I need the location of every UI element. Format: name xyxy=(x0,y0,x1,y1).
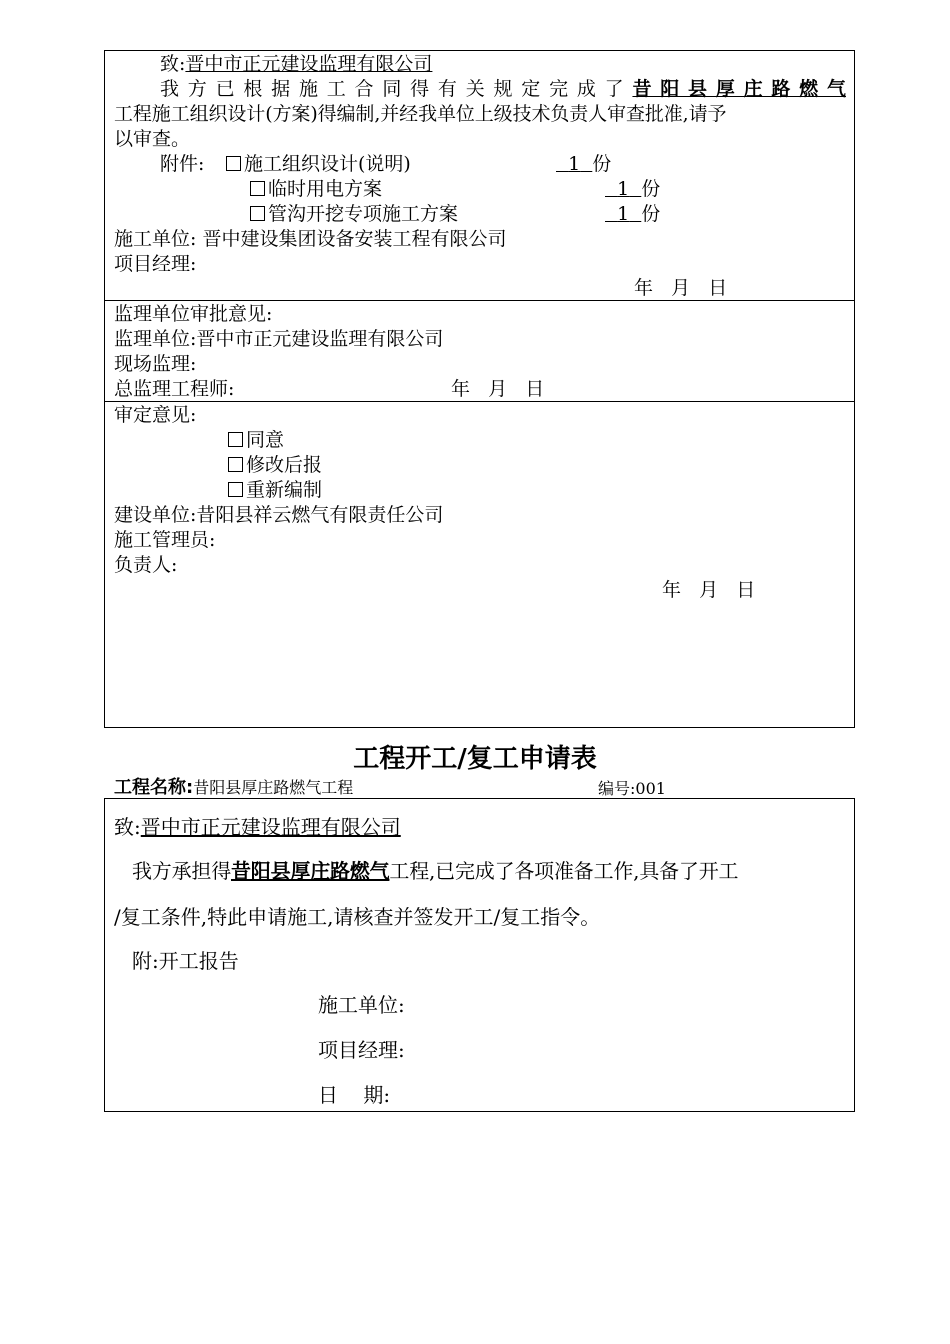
attachment-item: 临时用电方案 xyxy=(250,177,382,202)
attachment-item: 施工组织设计(说明) xyxy=(226,152,411,177)
owner-line: 建设单位:昔阳县祥云燃气有限责任公司 xyxy=(114,504,444,526)
option-recompile: 重新编制 xyxy=(228,478,322,503)
form-number: 编号:001 xyxy=(598,779,666,798)
attachments-label: 附件: xyxy=(160,153,205,175)
application-attachment: 附:开工报告 xyxy=(132,949,239,973)
addressee-value: 晋中市正元建设监理有限公司 xyxy=(185,53,433,75)
option-revise: 修改后报 xyxy=(228,453,322,478)
attachment-count: 1 份 xyxy=(568,153,612,175)
addressee-line: 致:晋中市正元建设监理有限公司 xyxy=(160,53,433,75)
attachment-item: 管沟开挖专项施工方案 xyxy=(250,202,458,227)
supervision-opinion-label: 监理单位审批意见: xyxy=(114,303,273,325)
application-date-label: 日 期: xyxy=(318,1083,391,1107)
contractor-line: 施工单位: 晋中建设集团设备安装工程有限公司 xyxy=(114,228,507,250)
application-addressee: 致:晋中市正元建设监理有限公司 xyxy=(114,815,401,839)
application-pm-label: 项目经理: xyxy=(318,1038,405,1062)
application-contractor-label: 施工单位: xyxy=(318,993,405,1017)
approval-opinion-label: 审定意见: xyxy=(114,404,197,426)
supervision-date: 年 月 日 xyxy=(451,378,545,400)
attachment-count: 1 份 xyxy=(617,178,661,200)
body-line-2: 工程施工组织设计(方案)得编制,并经我单位上级技术负责人审查批准,请予 xyxy=(114,103,727,125)
construction-manager-label: 施工管理员: xyxy=(114,529,216,551)
checkbox-icon[interactable] xyxy=(228,432,243,447)
form-title: 工程开工/复工申请表 xyxy=(353,744,597,774)
checkbox-icon[interactable] xyxy=(228,457,243,472)
site-supervisor-label: 现场监理: xyxy=(114,353,197,375)
chief-engineer-label: 总监理工程师: xyxy=(114,378,235,400)
date-line: 年 月 日 xyxy=(634,277,728,299)
contractor-value: 晋中建设集团设备安装工程有限公司 xyxy=(202,228,507,250)
checkbox-icon[interactable] xyxy=(250,181,265,196)
attachment-count: 1 份 xyxy=(617,203,661,225)
supervision-unit-line: 监理单位:晋中市正元建设监理有限公司 xyxy=(114,328,444,350)
application-body-line-2: /复工条件,特此申请施工,请核查并签发开工/复工指令。 xyxy=(114,905,601,929)
checkbox-icon[interactable] xyxy=(250,206,265,221)
body-line-3: 以审查。 xyxy=(114,128,191,150)
responsible-person-label: 负责人: xyxy=(114,554,178,576)
project-name-emphasis: 昔阳县厚庄路燃气 xyxy=(231,859,390,883)
project-name-emphasis: 昔阳县厚庄路燃气 xyxy=(632,78,846,100)
body-line-1: 我方已根据施工合同得有关规定完成了昔阳县厚庄路燃气 xyxy=(160,78,846,100)
option-agree: 同意 xyxy=(228,428,284,453)
project-name-line: 工程名称:昔阳县厚庄路燃气工程 xyxy=(114,777,354,798)
checkbox-icon[interactable] xyxy=(226,156,241,171)
project-manager-label: 项目经理: xyxy=(114,253,197,275)
application-body-line-1: 我方承担得昔阳县厚庄路燃气工程,已完成了各项准备工作,具备了开工 xyxy=(132,859,739,883)
checkbox-icon[interactable] xyxy=(228,482,243,497)
approval-date: 年 月 日 xyxy=(662,579,756,601)
approval-section xyxy=(104,401,855,728)
